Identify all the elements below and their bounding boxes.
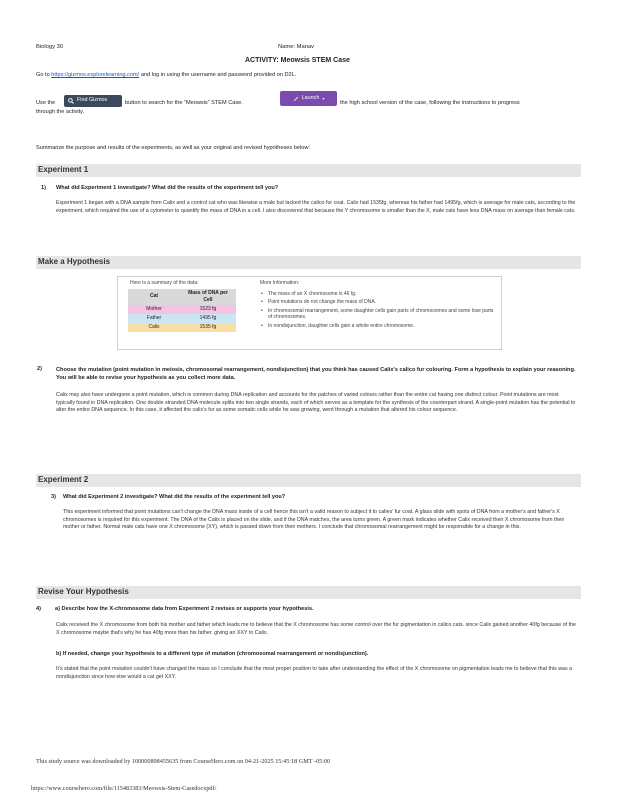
list-item: • Point mutations do not change the mass of DNA. <box>260 299 496 306</box>
q4a-question: a) Describe how the X-chromosome data from Experiment 2 revises or supports your hypothesis. <box>55 606 314 612</box>
find-gizmos-label: Find Gizmos <box>77 97 108 104</box>
list-item: • The mass of an X chromosome is 46 fg. <box>260 291 496 298</box>
search-icon <box>68 98 74 104</box>
hypothesis-band <box>36 256 581 269</box>
q1-number: 1) <box>41 185 46 191</box>
list-item: • In nondisjunction, daughter cells gain a whole entire chromosome. <box>260 323 496 330</box>
q3-answer: This experiment informed that point mutations can't change the DNA mass inside of a cell hence this isn't a valid reason to subject it to calies' fur coat. A glass slide with spots of DNA from a mother's and father's X chromosomes is required for this experiment. The DNA of the Calix is placed on the slide, and if the DNA matches, the area turns green. A green mark indicates whether Calix received their X chromosome from their mother or father. Normal male cats have one X chromosome (XY), which is passed down from their mothers. I conclude that chromosomal rearrangement might be responsible for a change in this. <box>63 509 565 531</box>
table-row <box>128 323 236 332</box>
q2-question: Choose the mutation (point mutation in meiosis, chromosomal rearrangement, nondisjunction) that you think has caused Calix's calico fur colouring. Form a hypothesis to explain your reasoning. You will be able to revise your hypothesis as you collect more data. <box>56 367 576 382</box>
table-row <box>128 314 236 323</box>
cat-cell: Calix <box>128 323 180 332</box>
revise-title: Revise Your Hypothesis <box>38 587 129 596</box>
use-suffix: the high school version of the case, following the instructions to progress <box>340 100 520 106</box>
q1-answer: Experiment 1 began with a DNA sample from Calix and a control cat who was likewise a male but lacked the calico fur coat. Calix had 1535fg, whereas his father had 1495fg, which is average for male cats, according to the experiment, which required the use of a cytometer to quantify the mass of DNA in a cell. I also discovered that because the Y chromosome is smaller than the X, male cats have less DNA mass on average than female cats. <box>56 200 576 214</box>
goto-prefix: Go to <box>36 72 50 78</box>
dna-mass-table <box>128 289 236 332</box>
q2-number: 2) <box>37 366 42 372</box>
rocket-icon <box>293 96 299 102</box>
summary-title: Here is a summary of the data: <box>130 280 199 286</box>
use-line2: through the activity. <box>36 109 85 115</box>
table-row <box>128 305 236 314</box>
experiment2-band <box>36 474 581 487</box>
col-mass: Mass of DNA per Cell <box>180 289 236 305</box>
mass-cell: 1535 fg <box>180 323 236 332</box>
list-item: • In chromosomal rearrangement, some daughter cells gain parts of chromosomes and some lose parts of chromosomes. <box>260 308 496 322</box>
launch-button[interactable] <box>280 91 337 106</box>
info-title: More Information: <box>260 280 300 286</box>
use-middle: button to search for the “Meowsis” STEM Case. <box>125 100 243 106</box>
q4a-answer: Calix received the X chromosome from both his mother and father which leads me to believe that the X chromosome has some control over the fur pigmentation in calico cats. since Calix gained another 40fg because of the X chromosome maybe that's why he has 40fg more than his father. giving an XXY to Calix. <box>56 622 576 636</box>
gizmos-link[interactable]: https://gizmos.explorelearning.com/ <box>51 72 140 78</box>
mass-cell: 1523 fg <box>180 305 236 314</box>
info-list <box>260 291 496 331</box>
course-label: Biology 30 <box>36 44 64 50</box>
q4b-answer: It's stated that the point mutation couldn't have changed the mass so I conclude that the most proper position to take after understanding the effect of the X chromosome on pigmentation leads me to believe that this was a nondisjunction since how else would a cat get XXY. <box>56 666 573 680</box>
hypothesis-title: Make a Hypothesis <box>38 257 111 266</box>
data-summary-image <box>117 276 502 350</box>
launch-label: Launch <box>301 94 320 101</box>
q3-question: What did Experiment 2 investigate? What did the results of the experiment tell you? <box>63 494 286 500</box>
cat-cell: Mother <box>128 305 180 314</box>
source-url[interactable]: https://www.coursehero.com/file/115483383/Meowsis-Stem-Casedocxpdf/ <box>31 785 217 792</box>
q4-number: 4) <box>36 606 41 612</box>
find-gizmos-button[interactable] <box>64 95 122 107</box>
q1-question: What did Experiment 1 investigate? What did the results of the experiment tell you? <box>56 185 279 191</box>
col-cat: Cat <box>128 289 180 305</box>
source-note: This study source was downloaded by 100000898455635 from CourseHero.com on 04-21-2025 15:45:18 GMT -05:00 <box>36 758 331 765</box>
cat-cell: Father <box>128 314 180 323</box>
goto-suffix: and log in using the username and password provided on D2L. <box>140 72 297 78</box>
summarize-instruction: Summarize the purpose and results of the experiments, as well as your original and revised hypotheses below: <box>36 145 310 151</box>
activity-title: ACTIVITY: Meowsis STEM Case <box>245 57 350 64</box>
q3-number: 3) <box>51 494 56 500</box>
q4b-question: b) If needed, change your hypothesis to a different type of mutation (chromosomal rearrangement or nondisjunction). <box>56 651 369 657</box>
student-name: Name: Manav <box>278 44 315 50</box>
experiment2-title: Experiment 2 <box>38 475 89 484</box>
experiment1-title: Experiment 1 <box>38 165 89 174</box>
chevron-down-icon: ▾ <box>322 95 325 101</box>
mass-cell: 1495 fg <box>180 314 236 323</box>
use-prefix: Use the <box>36 100 56 106</box>
experiment1-band <box>36 164 581 177</box>
q2-answer: Calix may also have undergone a point mutation, which is common during DNA replication and accounts for the patches of varied colours rather than the entire cat having one distinct colour. Point mutations are most typically found in DNA replication. One double stranded DNA molecule splits into two single strands, each of which serves as a template for the synthesis of the counterpart strand. A single-point mutation has the potential to alter the entire DNA sequence. In this case, it affected the calix's fur as some somatic cells while he was growing, went through a mutation that altered his colour sequence. <box>56 392 576 414</box>
intro-goto-line <box>36 72 296 80</box>
